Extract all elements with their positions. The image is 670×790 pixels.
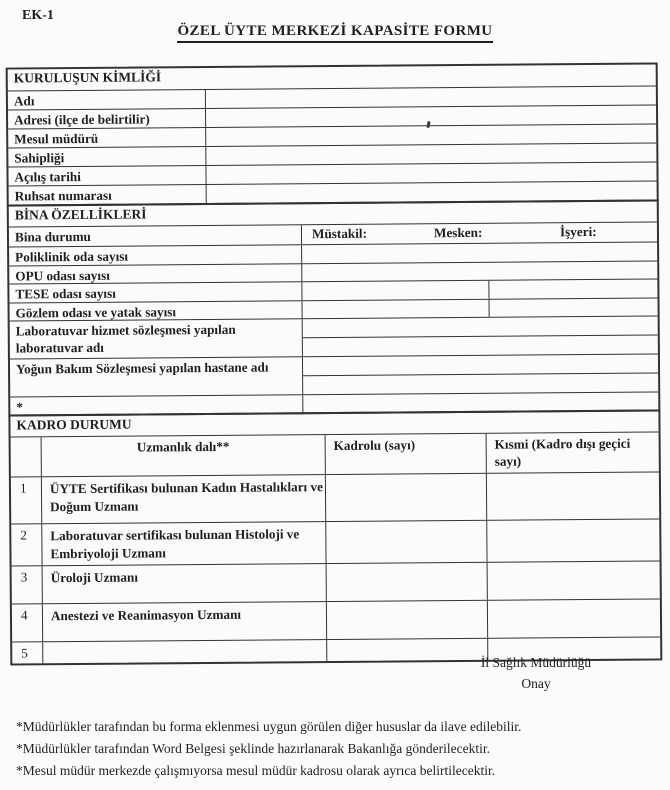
building-value-tese-rooms-right <box>488 279 657 298</box>
staffing-permanent-cell <box>325 521 486 563</box>
building-value-observation-rooms-right <box>489 298 658 316</box>
staffing-col-specialty: Uzmanlık dalı** <box>41 435 325 476</box>
staffing-col-number <box>11 437 41 476</box>
footnote-2: *Müdürlükler tarafından Word Belgesi şeklinde hazırlanarak Bakanlığa gönderilecektir. <box>16 741 491 756</box>
form-title-wrap <box>0 22 670 43</box>
building-status-options-cell <box>301 222 657 244</box>
building-value-tese-rooms-left <box>301 281 488 300</box>
annex-label: EK-1 <box>22 8 54 23</box>
option-isyeri: İşyeri: <box>559 223 597 240</box>
approval-label: Onay <box>521 676 551 691</box>
identity-label-opening-date: Açılış tarihi <box>14 168 81 185</box>
table-row <box>10 353 658 396</box>
staffing-specialty-anesthesiology: Anestezi ve Reanimasyon Uzmanı <box>42 602 326 641</box>
staffing-col-partial: Kısmi (Kadro dışı geçici sayı) <box>486 432 659 472</box>
building-value-opu-rooms <box>301 261 657 281</box>
identity-label-name: Adı <box>13 93 35 109</box>
identity-label-responsible-director: Mesul müdürü <box>14 130 99 147</box>
building-label-observation-rooms: Gözlem odası ve yatak sayısı <box>15 304 177 321</box>
form-title: ÖZEL ÜYTE MERKEZİ KAPASİTE FORMU <box>177 23 492 43</box>
form-tables <box>6 62 663 665</box>
building-label-status: Bina durumu <box>14 228 91 245</box>
staffing-table <box>8 409 662 665</box>
staffing-column-header-row <box>11 431 659 476</box>
building-label-asterisk: * <box>16 399 23 415</box>
building-section-header: BİNA ÖZELLİKLERİ <box>14 206 147 223</box>
option-mustakil: Müstakil: <box>311 225 367 242</box>
building-table <box>7 199 661 416</box>
staffing-row-number: 1 <box>19 480 27 496</box>
identity-value-address <box>205 105 656 127</box>
staffing-row-number: 3 <box>20 569 28 585</box>
staffing-partial-cell <box>487 561 660 599</box>
table-row <box>10 315 658 358</box>
identity-value-ownership <box>205 143 656 165</box>
identity-label-ownership: Sahipliği <box>14 150 65 166</box>
table-row <box>11 471 659 523</box>
identity-section-header: KURULUŞUN KİMLİĞİ <box>13 69 162 86</box>
staffing-specialty-empty <box>42 640 326 663</box>
table-row <box>11 518 659 565</box>
building-value-polyclinic-rooms <box>301 242 657 263</box>
staffing-partial-cell <box>486 472 659 519</box>
staffing-permanent-cell <box>326 563 487 601</box>
footnotes <box>16 716 521 782</box>
identity-label-license-number: Ruhsat numarası <box>14 187 112 204</box>
building-value-observation-rooms-left <box>302 300 489 318</box>
building-value-contracted-laboratory <box>302 316 658 356</box>
staffing-partial-cell <box>486 519 659 561</box>
option-mesken: Mesken: <box>433 224 483 241</box>
building-label-contracted-hospital: Yoğun Bakım Sözleşmesi yapılan hastane adı <box>15 359 269 377</box>
table-row <box>12 598 660 641</box>
staffing-row-number: 5 <box>21 645 28 661</box>
staffing-row-number: 4 <box>20 607 28 623</box>
staffing-permanent-cell <box>326 601 487 639</box>
staffing-section-header: KADRO DURUMU <box>16 416 132 433</box>
staffing-permanent-cell <box>325 474 486 521</box>
building-label-contracted-laboratory: Laboratuvar hizmet sözleşmesi yapılan laboratuvar adı <box>15 321 236 356</box>
identity-label-address: Adresi (ilçe de belirtilir) <box>14 111 150 128</box>
staffing-specialty-urology: Üroloji Uzmanı <box>42 564 326 603</box>
building-label-tese-rooms: TESE odası sayısı <box>15 285 116 302</box>
staffing-partial-cell <box>487 599 660 637</box>
identity-value-opening-date <box>205 162 656 184</box>
identity-value-license-number <box>206 181 657 203</box>
approval-authority: İl Sağlık Müdürlüğü <box>480 655 592 670</box>
building-label-polyclinic-rooms: Poliklinik oda sayısı <box>15 248 129 265</box>
approval-block <box>446 652 626 694</box>
footnote-1: *Müdürlükler tarafından bu forma eklenmesi uygun görülen diğer hususlar da ilave edilebilir. <box>16 719 522 734</box>
table-row <box>12 560 660 603</box>
identity-value-responsible-director <box>205 124 656 146</box>
identity-table <box>6 62 659 206</box>
building-label-opu-rooms: OPU odası sayısı <box>15 267 110 284</box>
building-value-asterisk <box>302 392 658 412</box>
staffing-col-permanent: Kadrolu (sayı) <box>325 434 486 474</box>
building-value-contracted-hospital <box>302 354 658 394</box>
identity-value-name <box>205 86 656 108</box>
footnote-3: *Mesul müdür merkezde çalışmıyorsa mesul müdür kadrosu olarak ayrıca belirtilecektir. <box>16 763 496 778</box>
staffing-specialty-obgyn: ÜYTE Sertifikası bulunan Kadın Hastalıkları ve Doğum Uzmanı <box>41 475 325 523</box>
staffing-specialty-embryology: Laboratuvar sertifikası bulunan Histoloji ve Embriyoloji Uzmanı <box>41 522 325 565</box>
staffing-row-number: 2 <box>20 527 27 543</box>
